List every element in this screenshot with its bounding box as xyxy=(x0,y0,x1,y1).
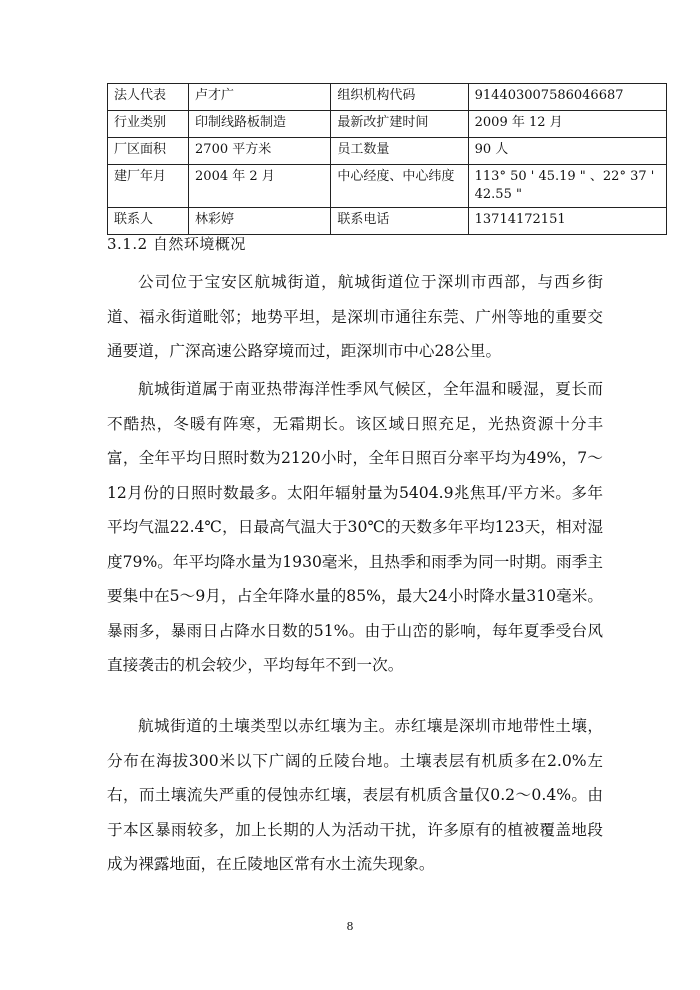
table-value-cell: 卢才广 xyxy=(189,84,331,111)
paragraph-climate: 航城街道属于南亚热带海洋性季风气候区，全年温和暖湿，夏长而不酷热，冬暖有阵寒，无霜期长。该区域日照充足，光热资源十分丰富，全年平均日照时数为2120小时，全年日照百分率平均为49%，7～12月份的日照时数最多。太阳年辐射量为5404.9兆焦耳/平方米。多年平均气温22.4℃，日最高气温大于30℃的天数多年平均123天，相对湿度79%。年平均降水量为1930毫米，且热季和雨季为同一时期。雨季主要集中在5～9月，占全年降水量的85%，最大24小时降水量310毫米。暴雨多，暴雨日占降水日数的51%。由于山峦的影响，每年夏季受台风直接袭击的机会较少，平均每年不到一次。 xyxy=(107,380,603,674)
table-label-cell: 组织机构代码 xyxy=(331,84,468,111)
table-row xyxy=(108,84,667,111)
table-row xyxy=(108,165,667,208)
table-label-cell: 联系电话 xyxy=(331,208,468,235)
table-value-cell: 13714172151 xyxy=(468,208,666,235)
table-label-cell: 建厂年月 xyxy=(108,165,189,208)
table-label-cell: 联系人 xyxy=(108,208,189,235)
table-value-cell: 2009 年 12 月 xyxy=(468,111,666,138)
company-info-table xyxy=(107,83,667,235)
table-value-cell: 林彩婷 xyxy=(189,208,331,235)
table-value-cell: 印制线路板制造 xyxy=(189,111,331,138)
table-value-cell: 90 人 xyxy=(468,138,666,165)
table-value-cell: 2004 年 2 月 xyxy=(189,165,331,208)
table-value-cell: 2700 平方米 xyxy=(189,138,331,165)
paragraph-soil: 航城街道的土壤类型以赤红壤为主。赤红壤是深圳市地带性土壤，分布在海拔300米以下广阔的丘陵台地。土壤表层有机质多在2.0%左右，而土壤流失严重的侵蚀赤红壤，表层有机质含量仅0.2～0.4%。由于本区暴雨较多，加上长期的人为活动干扰，许多原有的植被覆盖地段成为裸露地面，在丘陵地区常有水土流失现象。 xyxy=(107,717,603,873)
table-label-cell: 中心经度、中心纬度 xyxy=(331,165,468,208)
paragraph-location: 公司位于宝安区航城街道，航城街道位于深圳市西部，与西乡街道、福永街道毗邻；地势平坦，是深圳市通往东莞、广州等地的重要交通要道，广深高速公路穿境而过，距深圳市中心28公里。 xyxy=(107,273,603,360)
section-heading: 3.1.2 自然环境概况 xyxy=(107,235,246,253)
table-label-cell: 行业类别 xyxy=(108,111,189,138)
table-row xyxy=(108,111,667,138)
table-label-cell: 最新改扩建时间 xyxy=(331,111,468,138)
table-label-cell: 法人代表 xyxy=(108,84,189,111)
table-label-cell: 厂区面积 xyxy=(108,138,189,165)
table-label-cell: 员工数量 xyxy=(331,138,468,165)
page-number: 8 xyxy=(346,920,354,933)
table-value-cell: 113° 50 ' 45.19 " 、22° 37 ' 42.55 " xyxy=(468,165,666,208)
table-value-cell: 914403007586046687 xyxy=(468,84,666,111)
table-row xyxy=(108,138,667,165)
table-row xyxy=(108,208,667,235)
